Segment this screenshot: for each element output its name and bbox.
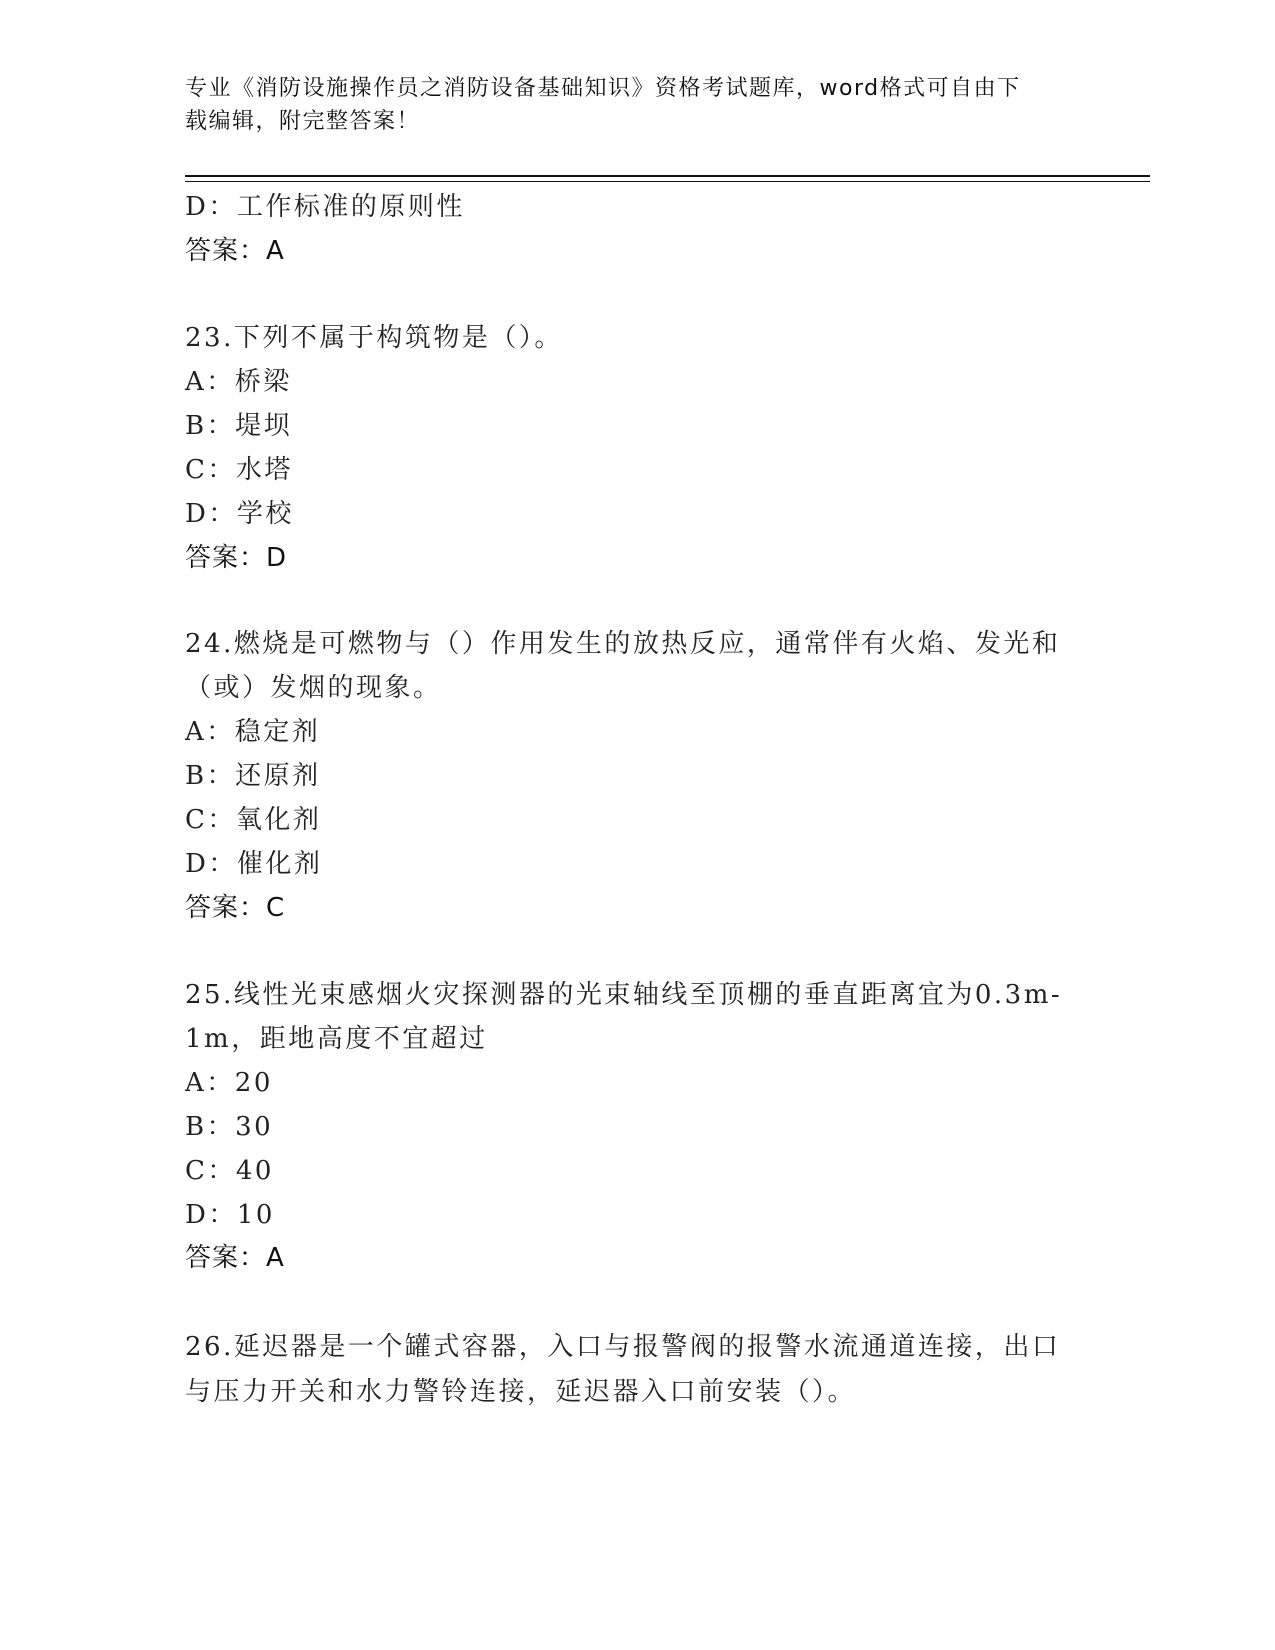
header-line-2: 载编辑，附完整答案！ xyxy=(185,109,421,134)
prev-option-d: D：工作标准的原则性 xyxy=(185,192,465,222)
header-rule-thin xyxy=(185,181,1150,182)
q23-answer: 答案：D xyxy=(185,543,288,573)
page-header xyxy=(185,72,1085,138)
q24-option-c: C：氧化剂 xyxy=(185,805,322,835)
q24-option-b: B：还原剂 xyxy=(185,761,321,791)
q23-stem: 23.下列不属于构筑物是（）。 xyxy=(185,323,563,353)
q23-option-d: D：学校 xyxy=(185,499,294,529)
q25-option-b: B：30 xyxy=(185,1112,274,1142)
q24-option-a: A：稳定剂 xyxy=(185,717,321,747)
q25-option-d: D：10 xyxy=(185,1200,275,1230)
q25-answer: 答案：A xyxy=(185,1243,285,1273)
q23-option-a: A：桥梁 xyxy=(185,367,292,397)
header-line-1: 专业《消防设施操作员之消防设备基础知识》资格考试题库，word格式可自由下 xyxy=(185,76,1021,101)
q26-stem-line-1: 26.延迟器是一个罐式容器，入口与报警阀的报警水流通道连接，出口 xyxy=(185,1332,1061,1362)
q23-option-b: B：堤坝 xyxy=(185,411,293,441)
q24-stem-line-2: （或）发烟的现象。 xyxy=(185,673,442,703)
prev-answer: 答案：A xyxy=(185,236,285,266)
q25-stem-line-2: 1m，距地高度不宜超过 xyxy=(185,1024,488,1054)
q25-stem-line-1: 25.线性光束感烟火灾探测器的光束轴线至顶棚的垂直距离宜为0.3m- xyxy=(185,980,1063,1010)
header-rule-thick xyxy=(185,175,1150,177)
q24-answer: 答案：C xyxy=(185,893,286,923)
q24-option-d: D：催化剂 xyxy=(185,849,323,879)
q23-option-c: C：水塔 xyxy=(185,455,293,485)
q24-stem-line-1: 24.燃烧是可燃物与（）作用发生的放热反应，通常伴有火焰、发光和 xyxy=(185,629,1061,659)
q25-option-c: C：40 xyxy=(185,1156,274,1186)
q26-stem-line-2: 与压力开关和水力警铃连接，延迟器入口前安装（）。 xyxy=(185,1377,857,1407)
q25-option-a: A：20 xyxy=(185,1068,273,1098)
